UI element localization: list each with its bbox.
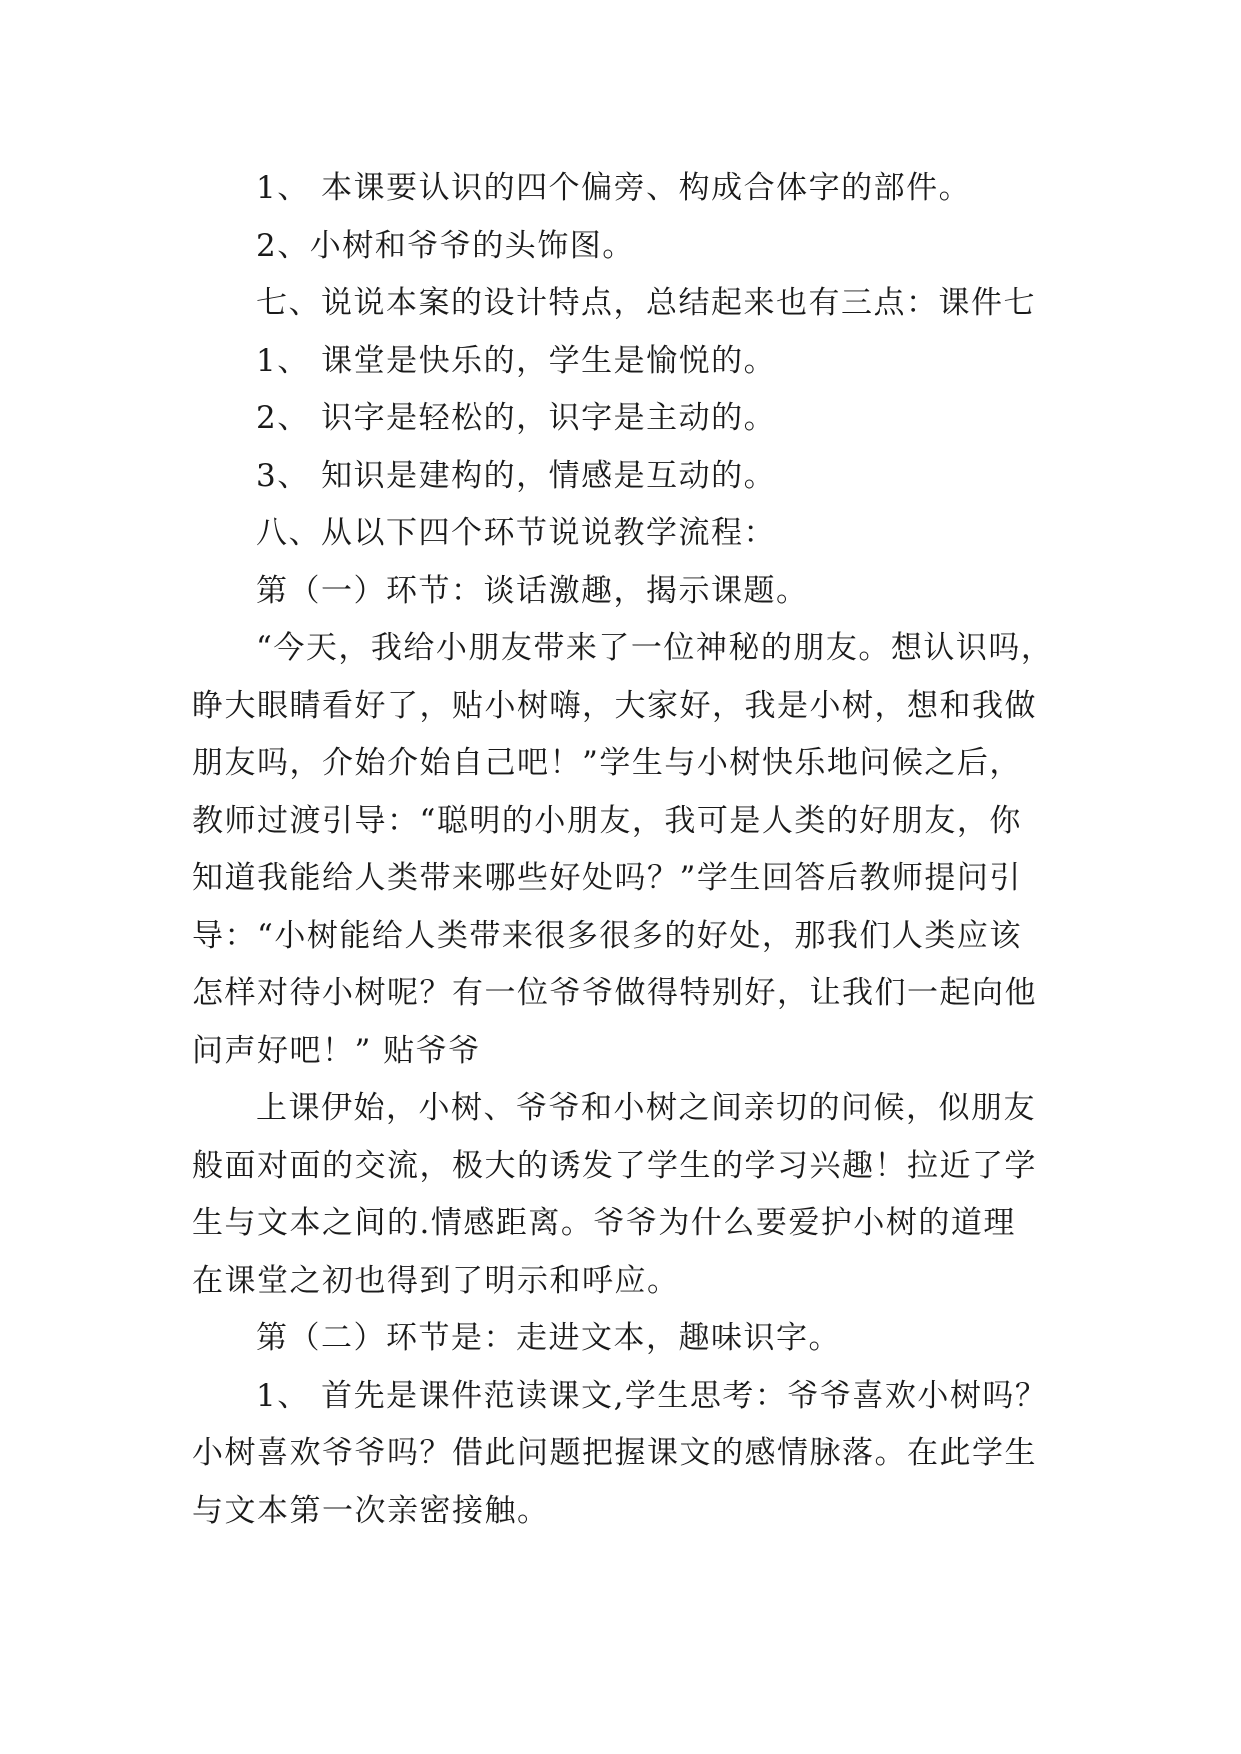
text-line: 上课伊始，小树、爷爷和小树之间亲切的问候，似朋友 [256, 1090, 1036, 1126]
text-line: 2、小树和爷爷的头饰图。 [256, 227, 635, 264]
text-line: 问声好吧！” 贴爷爷 [192, 1032, 481, 1069]
text-line: 1、 课堂是快乐的，学生是愉悦的。 [256, 342, 777, 379]
text-line: 八、从以下四个环节说说教学流程： [256, 515, 776, 551]
text-line: 第（二）环节是：走进文本，趣味识字。 [256, 1320, 841, 1356]
text-line: 小树喜欢爷爷吗？借此问题把握课文的感情脉落。在此学生 [192, 1435, 1037, 1471]
text-line: 导：“小树能给人类带来很多很多的好处，那我们人类应该 [192, 917, 1022, 954]
text-line: 第（一）环节：谈话激趣，揭示课题。 [256, 572, 809, 609]
text-line: 3、 知识是建构的，情感是互动的。 [256, 457, 777, 494]
text-line: 睁大眼睛看好了，贴小树嗨，大家好，我是小树，想和我做 [192, 687, 1037, 724]
text-line: 在课堂之初也得到了明示和呼应。 [192, 1262, 680, 1299]
text-line: 教师过渡引导：“聪明的小朋友，我可是人类的好朋友，你 [192, 802, 1022, 839]
text-line: 生与文本之间的.情感距离。爷爷为什么要爱护小树的道理 [192, 1205, 1016, 1241]
body-text [192, 160, 1056, 1540]
text-line: “今天，我给小朋友带来了一位神秘的朋友。想认识吗， [256, 630, 1054, 666]
text-line: 七、说说本案的设计特点，总结起来也有三点：课件七 [256, 285, 1036, 321]
text-line: 般面对面的交流，极大的诱发了学生的学习兴趣！拉近了学 [192, 1147, 1037, 1184]
text-line: 1、 本课要认识的四个偏旁、构成合体字的部件。 [256, 170, 972, 206]
text-line: 知道我能给人类带来哪些好处吗？”学生回答后教师提问引 [192, 860, 1022, 896]
text-line: 朋友吗，介始介始自己吧！”学生与小树快乐地问候之后， [192, 745, 1022, 781]
text-line: 1、 首先是课件范读课文,学生思考：爷爷喜欢小树吗？ [256, 1377, 1048, 1414]
text-line: 与文本第一次亲密接触。 [192, 1492, 550, 1529]
text-line: 怎样对待小树呢？有一位爷爷做得特别好，让我们一起向他 [192, 975, 1037, 1011]
text-line: 2、 识字是轻松的，识字是主动的。 [256, 400, 777, 436]
